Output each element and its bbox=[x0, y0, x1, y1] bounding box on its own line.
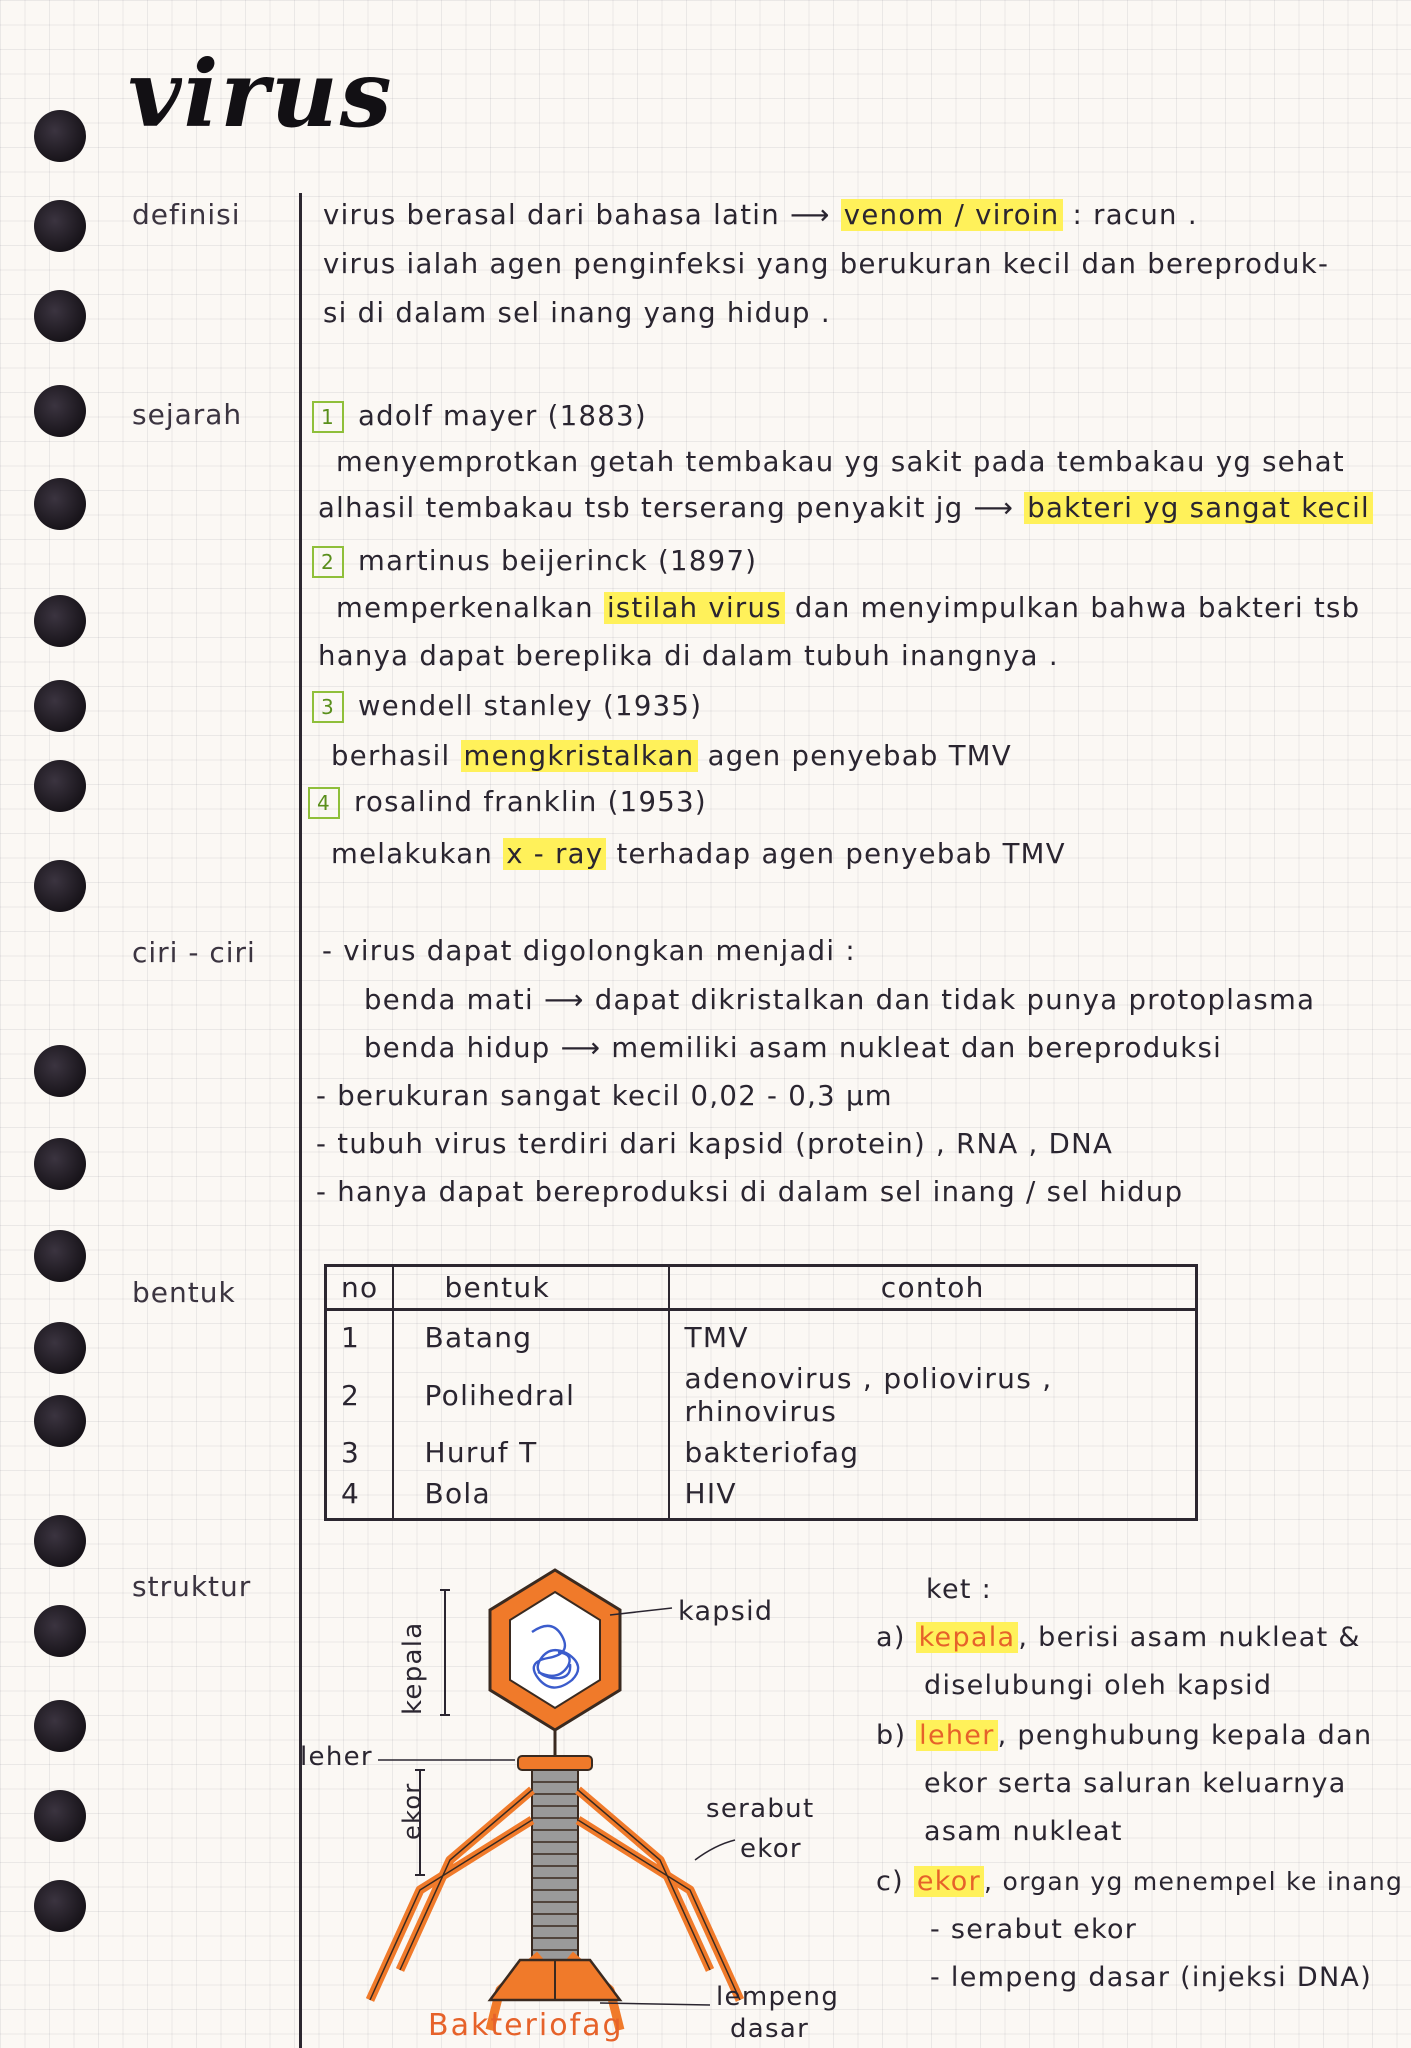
legend-title: ket : bbox=[926, 1574, 993, 1605]
binder-hole bbox=[34, 1045, 86, 1097]
page-title: virus bbox=[128, 40, 394, 148]
scientist-name: adolf mayer (1883) bbox=[358, 400, 647, 432]
sejarah-text: agen penyebab TMV bbox=[707, 740, 1012, 772]
binder-hole bbox=[34, 680, 86, 732]
table-header: bentuk bbox=[393, 1266, 669, 1310]
table-cell: Polihedral bbox=[393, 1358, 669, 1432]
legend-marker: b) bbox=[876, 1720, 907, 1751]
kepala-bracket bbox=[440, 1590, 450, 1715]
label-serabut: serabut bbox=[706, 1794, 815, 1824]
binder-hole bbox=[34, 860, 86, 912]
binder-hole bbox=[34, 290, 86, 342]
legend-item-b bbox=[876, 1720, 1372, 1751]
binder-hole bbox=[34, 200, 86, 252]
scientist-name: martinus beijerinck (1897) bbox=[358, 545, 758, 577]
binder-hole bbox=[34, 760, 86, 812]
ciri-line: - berukuran sangat kecil 0,02 - 0,3 μm bbox=[316, 1080, 893, 1112]
legend-text: , organ yg menempel ke inang bbox=[983, 1867, 1404, 1896]
sejarah-text bbox=[331, 838, 1066, 870]
ciri-line: benda mati ⟶ dapat dikristalkan dan tidak punya protoplasma bbox=[364, 984, 1316, 1016]
legend-text: - serabut ekor bbox=[930, 1914, 1138, 1945]
tail-sheath bbox=[532, 1770, 578, 1960]
table-header-row bbox=[326, 1266, 1197, 1310]
bentuk-table bbox=[324, 1264, 1198, 1521]
table-cell: adenovirus , poliovirus , rhinovirus bbox=[684, 1362, 1053, 1428]
ciri-line: benda hidup ⟶ memiliki asam nukleat dan bereproduksi bbox=[364, 1032, 1223, 1064]
binder-hole bbox=[34, 1138, 86, 1190]
label-leher: leher bbox=[300, 1742, 373, 1772]
sejarah-text bbox=[318, 492, 1373, 524]
section-label-sejarah: sejarah bbox=[132, 398, 243, 431]
highlight-mengkristalkan: mengkristalkan bbox=[461, 740, 698, 772]
label-lempeng-dasar: dasar bbox=[730, 2014, 810, 2044]
section-label-bentuk: bentuk bbox=[132, 1276, 236, 1309]
sejarah-text: hanya dapat bereplika di dalam tubuh inangnya . bbox=[318, 640, 1059, 672]
legend-text: , berisi asam nukleat & bbox=[1018, 1622, 1361, 1653]
legend-text: , penghubung kepala dan bbox=[997, 1720, 1373, 1751]
label-kapsid: kapsid bbox=[678, 1596, 774, 1627]
table-row bbox=[326, 1432, 1197, 1473]
table-cell: TMV bbox=[684, 1321, 749, 1354]
sejarah-item-2 bbox=[312, 545, 757, 578]
binder-hole bbox=[34, 478, 86, 530]
sejarah-text: melakukan bbox=[331, 838, 494, 870]
highlight-istilah: istilah virus bbox=[604, 592, 785, 624]
legend-marker: c) bbox=[876, 1866, 904, 1897]
table-cell: 2 bbox=[326, 1358, 394, 1432]
scientist-name: wendell stanley (1935) bbox=[358, 690, 703, 722]
binder-hole bbox=[34, 1605, 86, 1657]
section-label-struktur: struktur bbox=[132, 1570, 252, 1603]
table-cell: 3 bbox=[326, 1432, 394, 1473]
section-label-definisi: definisi bbox=[132, 198, 241, 231]
table-row bbox=[326, 1358, 1197, 1432]
definisi-text: : racun . bbox=[1072, 199, 1198, 231]
ciri-line: - virus dapat digolongkan menjadi : bbox=[322, 935, 856, 967]
table-cell: bakteriofag bbox=[684, 1436, 860, 1469]
highlight-ekor: ekor bbox=[914, 1866, 984, 1897]
table-header: contoh bbox=[880, 1271, 985, 1304]
sejarah-text: alhasil tembakau tsb terserang penyakit jg ⟶ bbox=[318, 492, 1015, 524]
legend-item-c bbox=[876, 1866, 1403, 1897]
definisi-line-1 bbox=[323, 199, 1198, 231]
sejarah-text: memperkenalkan bbox=[336, 592, 594, 624]
legend-text: ekor serta saluran keluarnya bbox=[924, 1768, 1347, 1799]
table-cell: 4 bbox=[326, 1473, 394, 1520]
binder-hole bbox=[34, 1700, 86, 1752]
highlight-venom: venom / viroin bbox=[841, 199, 1063, 231]
table-cell: 1 bbox=[326, 1310, 394, 1359]
definisi-text: virus berasal dari bahasa latin bbox=[323, 199, 780, 231]
definisi-line-2: virus ialah agen penginfeksi yang berukuran kecil dan bereproduk- bbox=[323, 248, 1330, 280]
table-cell: HIV bbox=[684, 1477, 737, 1510]
binder-hole bbox=[34, 1230, 86, 1282]
binder-hole bbox=[34, 1395, 86, 1447]
table-row bbox=[326, 1473, 1197, 1520]
label-lempeng: lempeng bbox=[716, 1982, 840, 2012]
serabut-pointer bbox=[695, 1840, 735, 1860]
label-ekor: ekor bbox=[398, 1782, 426, 1840]
sejarah-text: berhasil bbox=[331, 740, 451, 772]
number-box-icon: 4 bbox=[308, 787, 340, 819]
sejarah-text: menyemprotkan getah tembakau yg sakit pada tembakau yg sehat bbox=[336, 446, 1345, 478]
ciri-line: - tubuh virus terdiri dari kapsid (protein) , RNA , DNA bbox=[316, 1128, 1114, 1160]
ciri-line: - hanya dapat bereproduksi di dalam sel inang / sel hidup bbox=[316, 1176, 1184, 1208]
arrow-icon: ⟶ bbox=[790, 199, 831, 231]
binder-hole bbox=[34, 1790, 86, 1842]
binder-hole bbox=[34, 595, 86, 647]
binder-hole bbox=[34, 385, 86, 437]
binder-hole bbox=[34, 110, 86, 162]
number-box-icon: 2 bbox=[312, 546, 344, 578]
diagram-caption: Bakteriofag bbox=[428, 2008, 624, 2043]
table-header: no bbox=[326, 1266, 394, 1310]
number-box-icon: 1 bbox=[312, 401, 344, 433]
label-kepala: kepala bbox=[398, 1621, 428, 1715]
table-cell: Bola bbox=[393, 1473, 669, 1520]
binder-hole bbox=[34, 1322, 86, 1374]
section-label-ciri: ciri - ciri bbox=[132, 936, 256, 969]
legend-text: asam nukleat bbox=[924, 1816, 1123, 1847]
binder-hole bbox=[34, 1880, 86, 1932]
highlight-bakteri: bakteri yg sangat kecil bbox=[1024, 492, 1373, 524]
definisi-line-3: si di dalam sel inang yang hidup . bbox=[323, 297, 831, 329]
legend-marker: a) bbox=[876, 1622, 906, 1653]
table-cell: Huruf T bbox=[393, 1432, 669, 1473]
highlight-xray: x - ray bbox=[503, 838, 606, 870]
highlight-leher: leher bbox=[916, 1720, 997, 1751]
sejarah-item-3 bbox=[312, 690, 702, 723]
highlight-kepala: kepala bbox=[916, 1622, 1019, 1653]
binder-hole bbox=[34, 1515, 86, 1567]
number-box-icon: 3 bbox=[312, 691, 344, 723]
scientist-name: rosalind franklin (1953) bbox=[354, 786, 707, 818]
sejarah-text: dan menyimpulkan bahwa bakteri tsb bbox=[794, 592, 1361, 624]
legend-item-a bbox=[876, 1622, 1361, 1653]
sejarah-item-1 bbox=[312, 400, 647, 433]
legend-text: diselubungi oleh kapsid bbox=[924, 1670, 1273, 1701]
table-row bbox=[326, 1310, 1197, 1359]
table-cell: Batang bbox=[393, 1310, 669, 1359]
sejarah-text bbox=[331, 740, 1012, 772]
label-serabut-ekor: ekor bbox=[740, 1834, 802, 1864]
legend-text: - lempeng dasar (injeksi DNA) bbox=[930, 1962, 1373, 1993]
sejarah-text bbox=[336, 592, 1360, 624]
sejarah-text: terhadap agen penyebab TMV bbox=[616, 838, 1066, 870]
sejarah-item-4 bbox=[308, 786, 707, 819]
collar bbox=[518, 1756, 592, 1770]
